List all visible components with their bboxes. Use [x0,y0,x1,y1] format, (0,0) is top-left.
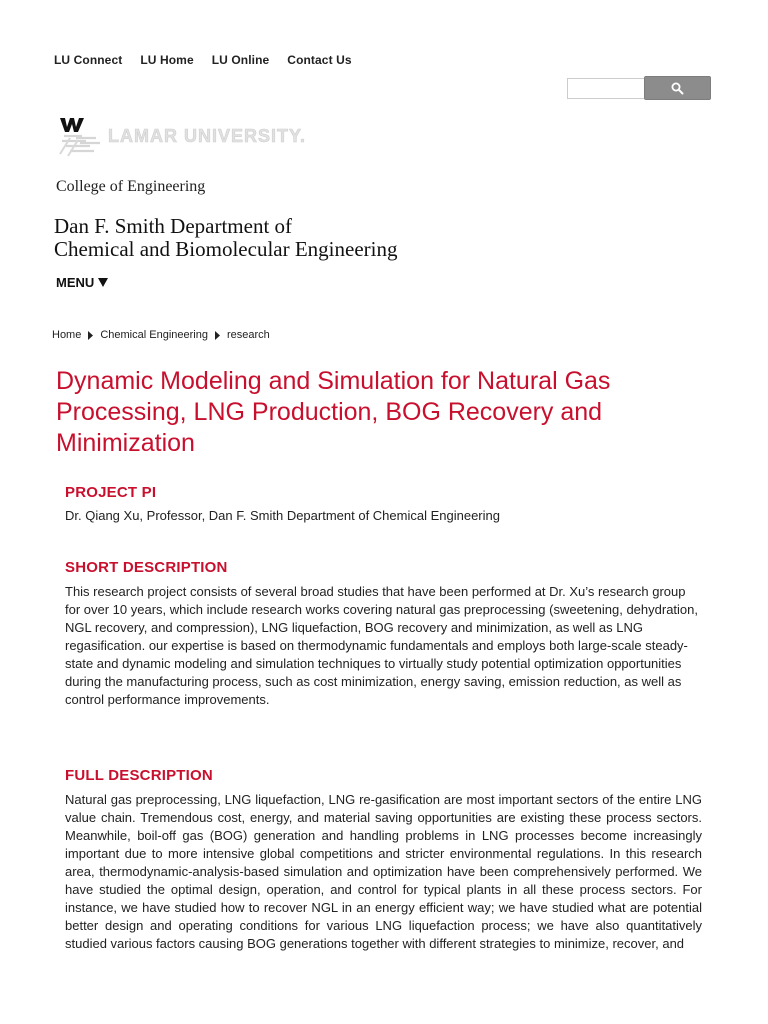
menu-toggle[interactable] [56,275,108,290]
site-search [567,76,711,100]
caret-right-icon [213,331,222,340]
utility-nav [54,53,370,67]
short-description-heading: SHORT DESCRIPTION [65,559,228,576]
nav-link-lu-connect[interactable]: LU Connect [54,53,123,67]
project-pi-heading: PROJECT PI [65,484,157,501]
breadcrumb-research[interactable]: research [226,329,270,341]
caret-down-icon [98,278,108,287]
nav-link-contact-us[interactable]: Contact Us [287,53,352,67]
short-description-text: This research project consists of several broad studies that have been performed at Dr. Xu’s research group for over 10 years, which include research works covering natural gas preprocessing (sweetening, dehydration, NGL recovery, and compression), LNG liquefaction, BOG recovery and minimization, as well as LNG regasification. our expertise is based on thermodynamic fundamentals and employs both large-scale steady-state and dynamic modeling and simulation techniques to virtually study potential optimization opportunities during the manufacturing process, such as cost minimization, energy saving, emission reduction, as well as control performance improvements. [65,584,698,707]
menu-label: MENU [56,275,95,290]
page-title: Dynamic Modeling and Simulation for Natural Gas Processing, LNG Production, BOG Recovery and Minimization [56,367,611,457]
nav-link-lu-home[interactable]: LU Home [140,53,194,67]
breadcrumb [52,329,270,341]
department-name-line2: Chemical and Biomolecular Engineering [54,237,398,261]
breadcrumb-home[interactable]: Home [52,329,82,341]
search-button[interactable] [644,76,711,100]
department-name[interactable] [54,215,397,261]
search-icon [671,82,684,95]
department-name-line1: Dan F. Smith Department of [54,214,293,238]
university-logo[interactable] [56,114,306,158]
college-name[interactable]: College of Engineering [56,178,206,195]
caret-right-icon [86,331,95,340]
search-input[interactable] [567,78,644,99]
nav-link-lu-online[interactable]: LU Online [211,53,270,67]
logo-wordmark: LAMAR UNIVERSITY. [108,125,307,146]
project-pi-text: Dr. Qiang Xu, Professor, Dan F. Smith Department of Chemical Engineering [65,508,500,523]
full-description-heading: FULL DESCRIPTION [65,767,213,784]
full-description-text: Natural gas preprocessing, LNG liquefaction, LNG re-gasification are most important sectors of the entire LNG value chain. Tremendous cost, energy, and material saving opportunities are existing these process sectors. Meanwhile, boil-off gas (BOG) generation and handling problems in LNG processes become increasingly important due to more intensive global competitions and stricter environmental regulations. In this research area, thermodynamic-analysis-based simulation and optimization have been comprehensively performed. We have studied the optimal design, operation, and control for typical plants in all these process sectors. For instance, we have studied how to recover NGL in an energy efficient way; we have studied what are potential better design and operating conditions for various LNG liquefaction process; we have also quantitatively studied various factors causing BOG generations together with different strategies to minimize, recover, and [65,792,702,951]
lamar-emblem-icon [56,114,102,158]
breadcrumb-chemical-engineering[interactable]: Chemical Engineering [100,329,208,341]
